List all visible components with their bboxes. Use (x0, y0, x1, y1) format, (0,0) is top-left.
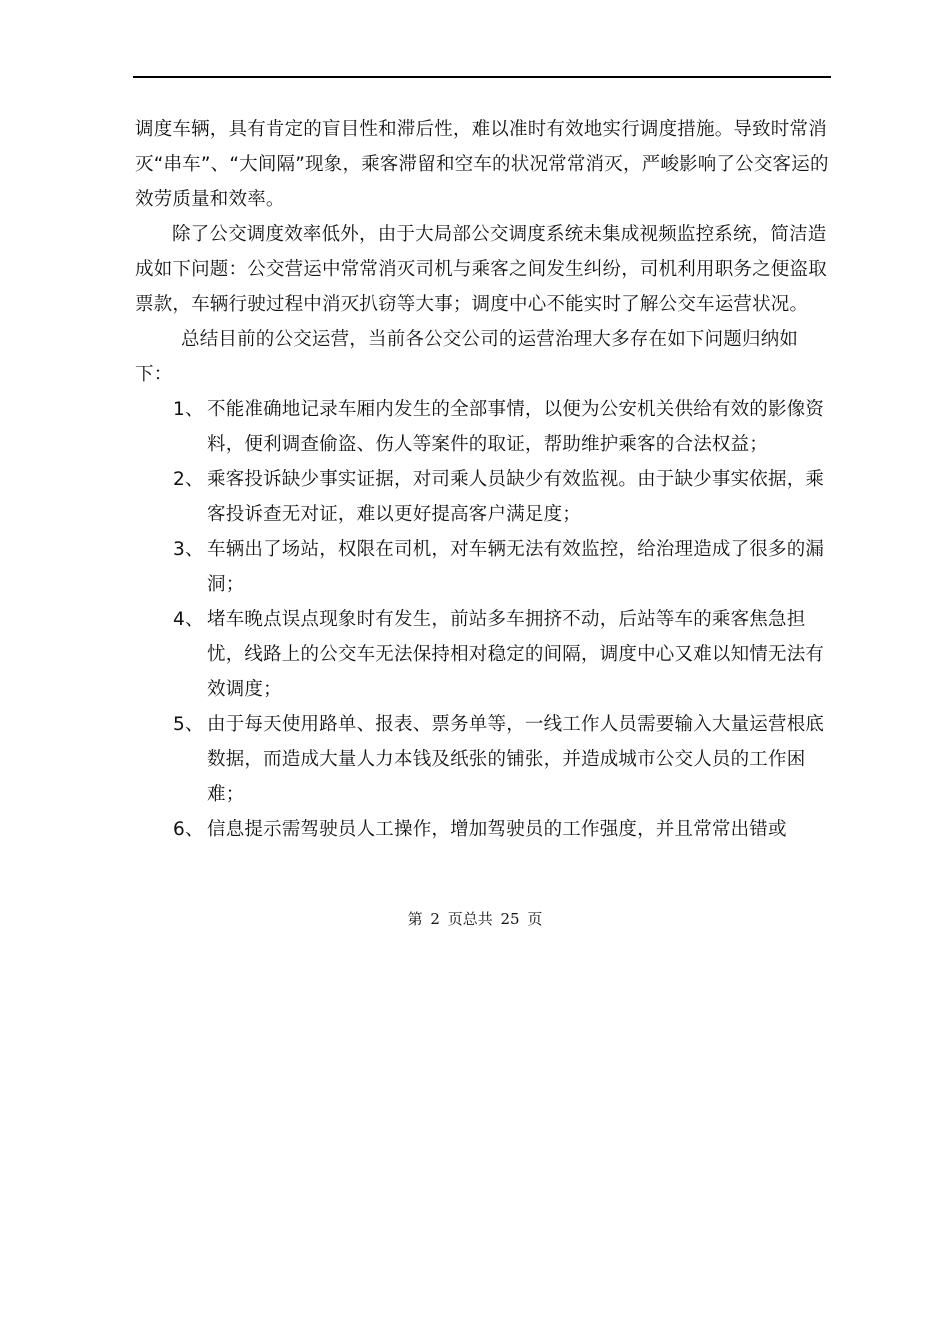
paragraph-continuation: 调度车辆，具有肯定的盲目性和滞后性，难以准时有效地实行调度措施。导致时常消灭“串车”、“大间隔”现象，乘客滞留和空车的状况常常消灭，严峻影响了公交客运的效劳质量和效率。 (135, 119, 829, 210)
footer-page-number: 2 (430, 910, 440, 928)
list-item-text: 信息提示需驾驶员人工操作，增加驾驶员的工作强度，并且常常出错或 (207, 819, 787, 840)
paragraph-dispatch-issues: 除了公交调度效率低外，由于大局部公交调度系统未集成视频监控系统，简洁造成如下问题：公交营运中常常消灭司机与乘客之间发生纠纷，司机利用职务之便盗取票款，车辆行驶过程中消灭扒窃等大事；调度中心不能实时了解公交车运营状况。 (135, 224, 827, 315)
list-item-number: 1、 (173, 399, 204, 420)
paragraph-summary: 总结目前的公交运营，当前各公交公司的运营治理大多存在如下问题归纳如下： (135, 329, 799, 385)
list-item-number: 4、 (173, 609, 204, 630)
document-body (135, 112, 835, 847)
list-item-number: 2、 (173, 469, 204, 490)
page-footer (0, 908, 950, 929)
footer-total-pages: 25 (500, 910, 520, 928)
list-item-text: 由于每天使用路单、报表、票务单等，一线工作人员需要输入大量运营根底数据，而造成大量人力本钱及纸张的铺张，并造成城市公交人员的工作困难； (207, 714, 825, 805)
footer-prefix: 第 (407, 910, 423, 928)
list-item (135, 462, 835, 532)
list-item-number: 5、 (173, 714, 204, 735)
list-item-number: 3、 (173, 539, 204, 560)
list-item (135, 532, 835, 602)
list-item-number: 6、 (173, 819, 204, 840)
list-item (135, 392, 835, 462)
list-item-text: 乘客投诉缺少事实证据，对司乘人员缺少有效监视。由于缺少事实依据，乘客投诉查无对证，难以更好提高客户满足度； (207, 469, 825, 525)
list-item (135, 812, 835, 847)
footer-suffix: 页 (527, 910, 543, 928)
problem-list (135, 392, 835, 847)
header-rule (133, 76, 831, 78)
footer-middle: 页总共 (447, 910, 493, 928)
list-item-text: 不能准确地记录车厢内发生的全部事情，以便为公安机关供给有效的影像资料，便利调查偷盗、伤人等案件的取证，帮助维护乘客的合法权益； (207, 399, 825, 455)
list-item (135, 602, 835, 707)
list-item-text: 车辆出了场站，权限在司机，对车辆无法有效监控，给治理造成了很多的漏洞； (207, 539, 825, 595)
list-item-text: 堵车晚点误点现象时有发生，前站多车拥挤不动，后站等车的乘客焦急担忧，线路上的公交车无法保持相对稳定的间隔，调度中心又难以知情无法有效调度； (207, 609, 825, 700)
list-item (135, 707, 835, 812)
